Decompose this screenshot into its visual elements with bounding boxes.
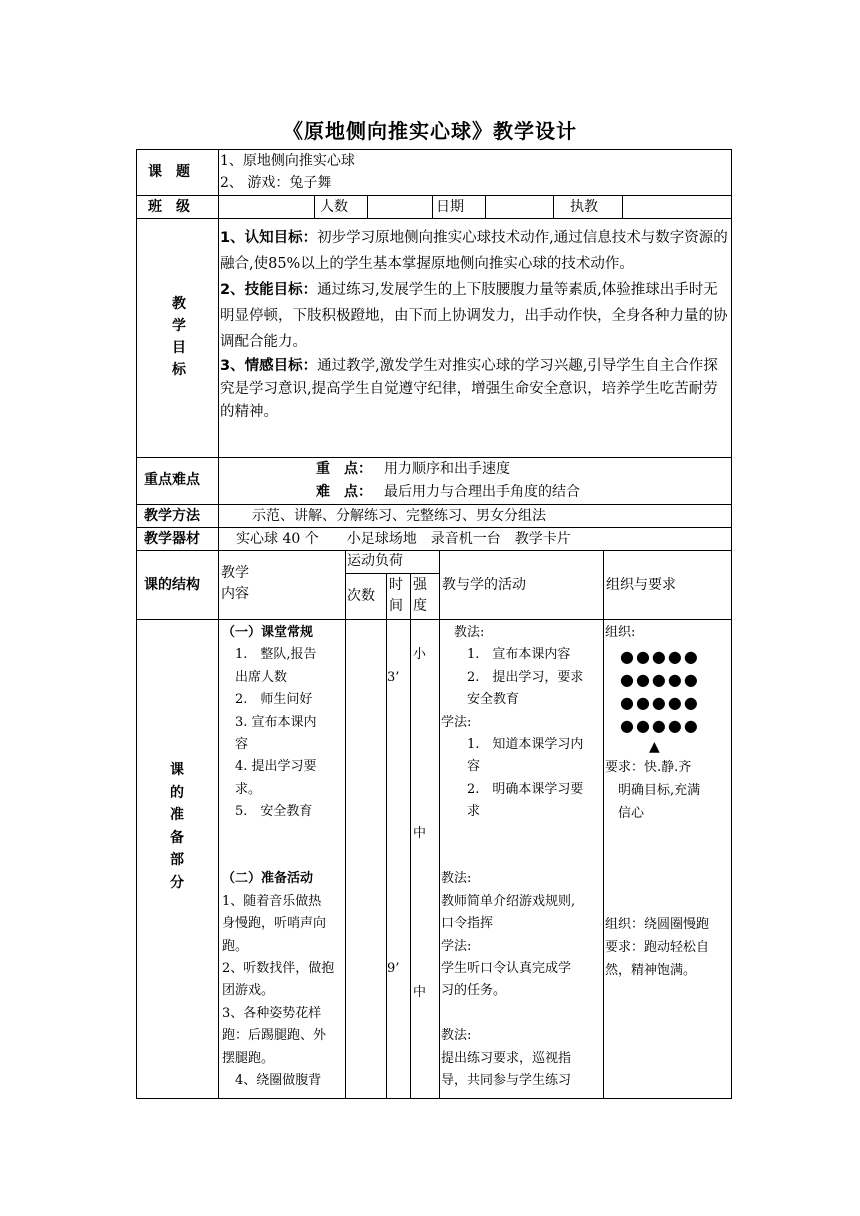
activity-line: 学生听口令认真完成学 [441, 961, 572, 977]
time-header: 间 [389, 598, 403, 614]
content-line: 出席人数 [222, 669, 288, 685]
date-label: 日期 [436, 199, 464, 215]
content-line: 4、绕圈做腹背 [222, 1073, 322, 1089]
activity-line: 提出练习要求，巡视指 [441, 1050, 572, 1066]
requirement-line: 明确目标,充满 [605, 783, 701, 798]
method-label: 教学方法 [144, 508, 200, 524]
row-divider [136, 619, 732, 620]
activity-line: 习的任务。 [441, 983, 507, 999]
prep-part-label: 课 的 准 备 部 分 [170, 762, 184, 891]
time-value: 3’ [387, 670, 400, 685]
requirement-line: 信心 [605, 806, 645, 821]
key-point-text: 用力顺序和出手速度 [384, 461, 510, 477]
teacher-label: 执教 [570, 199, 598, 215]
student-formation-row: ●●●●● [620, 716, 700, 735]
equipment-text: 实心球 40 个 小足球场地 录音机一台 教学卡片 [236, 531, 571, 547]
activity-line: 学法: [441, 714, 472, 730]
content-line: 摆腿跑。 [222, 1050, 275, 1066]
method-text: 示范、讲解、分解练习、完整练习、男女分组法 [252, 508, 546, 524]
content-header: 教学 [221, 565, 249, 581]
load-header: 运动负荷 [347, 553, 403, 569]
class-row-divider [622, 195, 623, 219]
objectives-list [220, 225, 728, 424]
section-heading: （二）准备活动 [222, 871, 314, 887]
times-header: 次数 [347, 588, 375, 604]
structure-column-divider [603, 550, 604, 1099]
difficulty-label: 难 点： [316, 484, 372, 500]
activity-line: 安全教育 [441, 692, 520, 708]
activity-line: 教师简单介绍游戏规则, [441, 893, 576, 909]
activity-line: 教法: [441, 1028, 472, 1044]
topic-line-1: 1、原地侧向推实心球 [220, 153, 355, 169]
requirement-line: 然，精神饱满。 [605, 963, 697, 978]
intensity-value: 中 [413, 826, 427, 841]
content-line: 4. 提出学习要 [222, 759, 317, 775]
class-row-divider [485, 195, 486, 219]
objective-item: 3、情感目标：通过教学,激发学生对推实心球的学习兴趣,引导学生自主合作探究是学习意识,提高学生自觉遵守纪律，增强生命安全意识，培养学生吃苦耐劳的精神。 [220, 358, 718, 420]
activity-line: 导，共同参与学生练习 [441, 1073, 572, 1089]
class-label: 班 级 [148, 199, 190, 215]
activity-line: 2. 明确本课学习要 [441, 781, 584, 797]
objective-item: 2、技能目标：通过练习,发展学生的上下肢腰腹力量等素质,体验推球出手时无明显停顿，下肢积极蹬地，由下而上协调发力，出手动作快，全身各种力量的协调配合能力。 [220, 282, 728, 350]
content-line: 1、随着音乐做热 [222, 893, 322, 909]
content-line: 3、各种姿势花样 [222, 1005, 322, 1021]
intensity-header: 强 [413, 577, 427, 593]
class-row-divider [553, 195, 554, 219]
activity-line: 教法: [441, 625, 485, 640]
activity-line: 口令指挥 [441, 916, 494, 932]
requirement-line: 要求：快.静.齐 [605, 760, 692, 775]
teacher-position-icon: ▲ [649, 739, 660, 755]
activity-line: 求 [441, 804, 481, 820]
structure-label: 课的结构 [144, 577, 200, 593]
document-title: 《原地侧向推实心球》教学设计 [283, 119, 577, 143]
topic-line-2: 2、 游戏：兔子舞 [220, 175, 332, 191]
table-border-right [731, 149, 732, 1099]
objective-item: 1、认知目标：初步学习原地侧向推实心球技术动作,通过信息技术与数字资源的融合,使85%以上的学生基本掌握原地侧向推实心球的技术动作。 [220, 230, 728, 272]
prep-activity-column [441, 622, 603, 1092]
structure-column-divider [386, 573, 387, 1099]
row-divider [136, 550, 732, 551]
time-value: 9’ [387, 961, 400, 976]
organization-label: 组织: [605, 625, 636, 640]
section-heading: （一）课堂常规 [222, 625, 314, 640]
content-line: 跑。 [222, 938, 249, 954]
table-border-bottom [136, 1098, 732, 1099]
activity-line: 教法: [441, 871, 472, 887]
lesson-plan-table [136, 149, 732, 1099]
row-divider [136, 218, 732, 219]
topic-label: 课 题 [148, 164, 190, 180]
content-line: 求。 [222, 781, 262, 797]
requirement-line: 要求：跑动轻松自 [605, 940, 710, 955]
organization-line: 组织：绕圆圈慢跑 [605, 917, 710, 932]
prep-content-column [222, 622, 346, 1093]
table-border-left [136, 149, 137, 1099]
count-label: 人数 [320, 199, 348, 215]
label-column-divider [218, 149, 219, 1099]
content-line: 容 [222, 737, 249, 753]
activity-line: 1. 宣布本课内容 [441, 647, 571, 663]
structure-column-divider [439, 550, 440, 1099]
content-line: 跑：后踢腿跑、外 [222, 1028, 327, 1044]
activity-header: 教与学的活动 [442, 577, 526, 593]
time-header: 时 [389, 577, 403, 593]
intensity-value: 小 [413, 647, 427, 662]
class-row-divider [367, 195, 368, 219]
objectives-label: 教 学 目 标 [172, 296, 186, 378]
row-divider [136, 195, 732, 196]
activity-line: 容 [441, 759, 481, 775]
intensity-header: 度 [413, 598, 427, 614]
class-row-divider [432, 195, 433, 219]
activity-line: 2. 提出学习，要求 [441, 669, 584, 685]
structure-column-divider [410, 573, 411, 1099]
content-line: 3. 宣布本课内 [222, 714, 317, 730]
equipment-label: 教学器材 [144, 531, 200, 547]
difficulty-text: 最后用力与合理出手角度的结合 [384, 484, 580, 500]
content-line: 2、听数找伴，做抱 [222, 961, 335, 977]
organization-header: 组织与要求 [606, 577, 676, 593]
student-formation-row: ●●●●● [620, 693, 700, 712]
content-line: 1. 整队,报告 [222, 647, 317, 663]
activity-line: 学法: [441, 938, 472, 954]
content-line: 2. 师生问好 [222, 692, 313, 708]
key-points-label: 重点难点 [144, 472, 200, 488]
content-line: 身慢跑，听哨声向 [222, 916, 327, 932]
content-header: 内容 [221, 586, 249, 602]
student-formation-row: ●●●●● [620, 647, 700, 666]
activity-line: 1. 知道本课学习内 [441, 737, 584, 753]
class-row-divider [314, 195, 315, 219]
content-line: 团游戏。 [222, 983, 275, 999]
content-line: 5. 安全教育 [222, 804, 313, 820]
key-point-label: 重 点： [316, 461, 372, 477]
student-formation-row: ●●●●● [620, 670, 700, 689]
intensity-value: 中 [413, 985, 427, 1000]
